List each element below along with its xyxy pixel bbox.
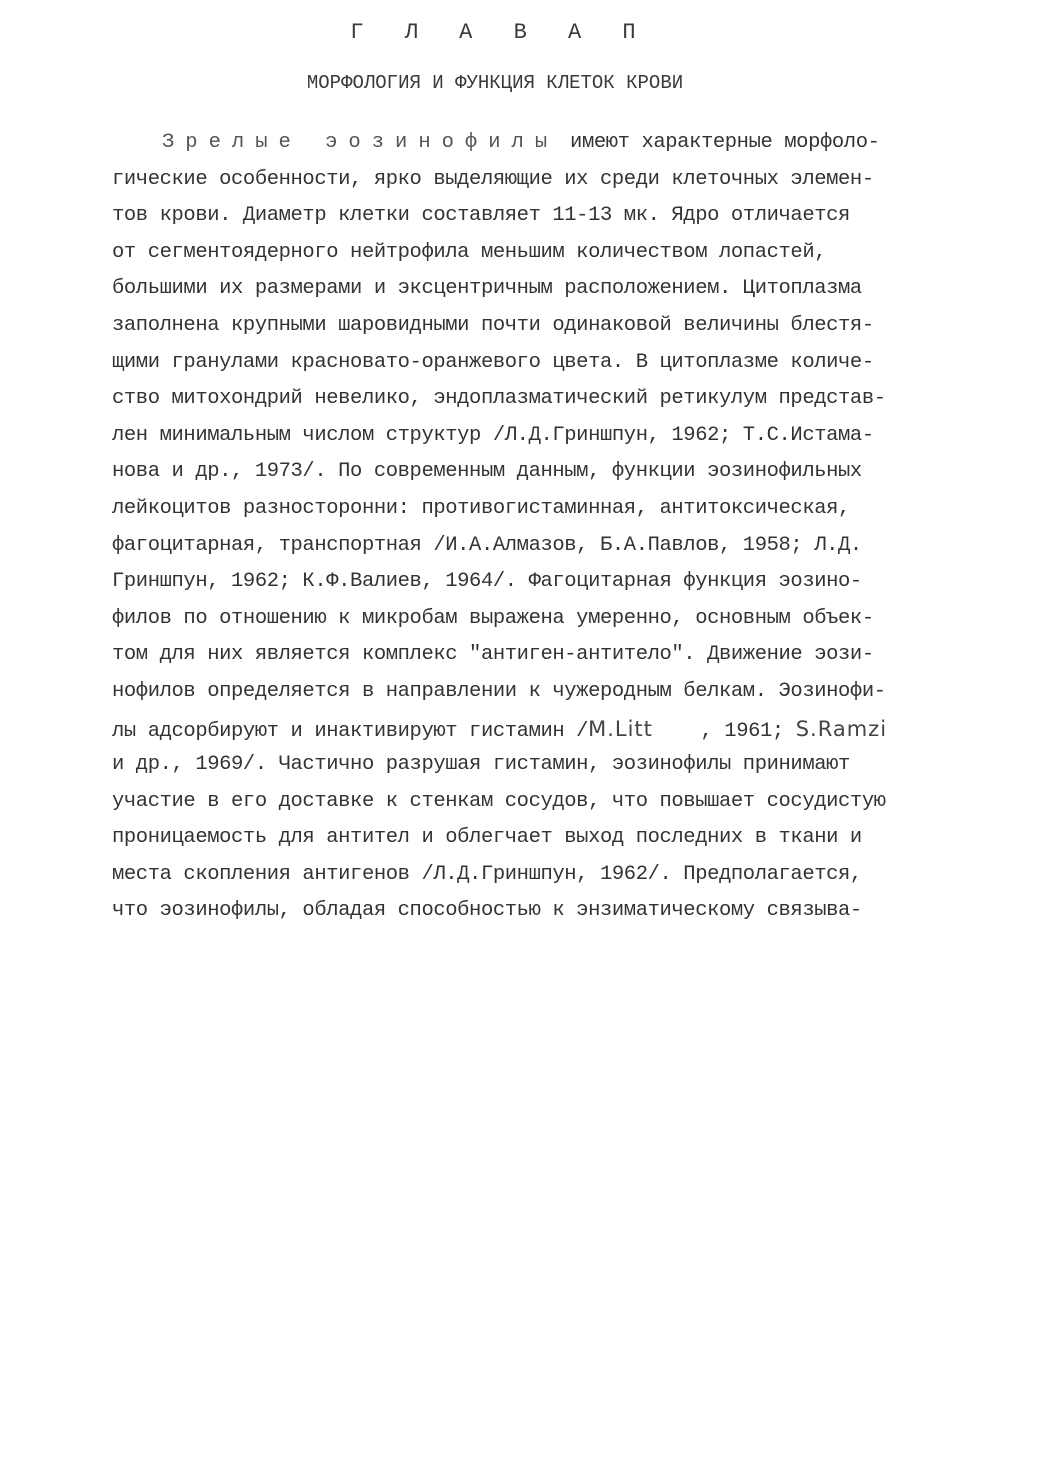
text-line: от сегментоядерного нейтрофила меньшим количеством лопастей, — [112, 240, 827, 264]
text-line: щими гранулами красновато-оранжевого цвета. В цитоплазме количе- — [112, 350, 874, 374]
text-line: что эозинофилы, обладая способностью к энзиматическому связыва- — [112, 899, 862, 923]
text-line: и др., 1969/. Частично разрушая гистамин, эозинофилы принимают — [112, 753, 850, 777]
text-line: тов крови. Диаметр клетки составляет 11-13 мк. Ядро отличается — [112, 204, 850, 228]
text-segment: лы адсорбируют и инактивируют гистамин / — [112, 719, 589, 743]
handwritten-author-litt: M.Litt — [588, 716, 653, 741]
text-line: том для них является комплекс "антиген-антитело". Движение эози- — [112, 643, 874, 667]
text-line-with-handwriting — [112, 714, 972, 751]
handwritten-author-ramzi: S.Ramzi — [795, 716, 888, 741]
text-line: нова и др., 1973/. По современным данным, функции эозинофильных — [112, 460, 862, 484]
text-line: места скопления антигенов /Л.Д.Гриншпун, 1962/. Предполагается, — [112, 862, 862, 886]
text-line: лейкоцитов разносторонни: противогистаминная, антитоксическая, — [112, 496, 850, 520]
chapter-heading: МОРФОЛОГИЯ И ФУНКЦИЯ КЛЕТОК КРОВИ — [306, 72, 684, 94]
body-text — [112, 128, 972, 933]
paragraph-first-line — [112, 128, 972, 165]
text-line: филов по отношению к микробам выражена умеренно, основным объек- — [112, 606, 874, 630]
spaced-term: Зрелые эозинофилы — [162, 131, 559, 154]
text-line: Гриншпун, 1962; К.Ф.Валиев, 1964/. Фагоцитарная функция эозино- — [112, 570, 862, 594]
text-line: ство митохондрий невелико, эндоплазматический ретикулум представ- — [112, 387, 886, 411]
text-line: гические особенности, ярко выделяющие их среди клеточных элемен- — [112, 167, 874, 191]
chapter-title: Г Л А В А П — [350, 20, 650, 45]
text-line: фагоцитарная, транспортная /И.А.Алмазов, Б.А.Павлов, 1958; Л.Д. — [112, 533, 862, 557]
text-line: проницаемость для антител и облегчает выход последних в ткани и — [112, 826, 862, 850]
text-line: большими их размерами и эксцентричным расположением. Цитоплазма — [112, 277, 862, 301]
text-segment: , 1961; — [652, 719, 796, 743]
first-line-rest: имеют характерные морфоло- — [558, 131, 880, 154]
text-line: заполнена крупными шаровидными почти одинаковой величины блестя- — [112, 313, 874, 337]
text-line: нофилов определяется в направлении к чужеродным белкам. Эозинофи- — [112, 679, 886, 703]
text-line: лен минимальным числом структур /Л.Д.Гриншпун, 1962; Т.С.Истама- — [112, 423, 874, 447]
text-line: участие в его доставке к стенкам сосудов, что повышает сосудистую — [112, 789, 886, 813]
